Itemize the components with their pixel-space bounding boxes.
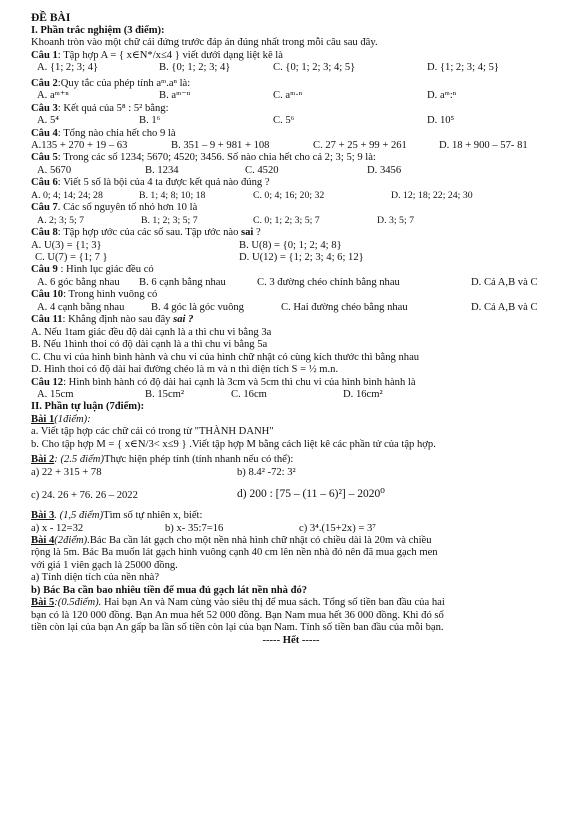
exam-page xyxy=(31,12,551,647)
option-b[interactable]: B. 4 góc là góc vuông xyxy=(151,301,244,313)
option-a[interactable]: A. Nếu 1tam giác đều độ dài cạnh là a thì chu vi bằng 3a xyxy=(31,326,272,338)
option-c[interactable]: C. 0; 1; 2; 3; 5; 7 xyxy=(253,214,320,226)
option-b[interactable]: B. 6 cạnh bằng nhau xyxy=(139,276,226,288)
question-3: Câu 3: Kết quả của 5⁸ : 5² bằng: xyxy=(31,102,169,114)
bai-3-b: b) x- 35:7=16 xyxy=(165,522,224,534)
option-c[interactable]: C. 4520 xyxy=(245,164,279,176)
option-a[interactable]: A. {1; 2; 3; 4} xyxy=(37,62,99,74)
option-a[interactable]: A. 6 góc bằng nhau xyxy=(37,276,120,288)
option-d[interactable]: D. U(12) = {1; 2; 3; 4; 6; 12} xyxy=(239,252,364,264)
question-6: Câu 6: Viết 5 số là bội của 4 ta được kết quả nào đúng ? xyxy=(31,177,270,189)
option-d[interactable]: D. 3; 5; 7 xyxy=(377,214,415,226)
option-b[interactable]: B. aᵐ⁻ⁿ xyxy=(159,90,191,102)
option-c[interactable]: C. 16cm xyxy=(231,388,267,400)
bai-1-b: b. Cho tập hợp M = { x∈N/3< x≤9 } .Viết tập hợp M bằng cách liệt kê các phần tử của tập hợp. xyxy=(31,438,436,450)
option-b[interactable]: B. 1; 2; 3; 5; 7 xyxy=(141,214,198,226)
option-d[interactable]: D. 16cm² xyxy=(343,388,383,400)
part2-heading: II. Phần tự luận (7điểm): xyxy=(31,401,145,413)
option-b[interactable]: B. Nếu 1hình thoi có độ dài cạnh là a thì chu vi bằng 5a xyxy=(31,339,268,351)
option-d[interactable]: D. 18 + 900 – 57- 81 xyxy=(439,140,528,152)
option-d[interactable]: D. Cả A,B và C xyxy=(471,301,538,313)
question-4-options xyxy=(31,140,551,152)
option-a[interactable]: A.135 + 270 + 19 – 63 xyxy=(31,140,128,152)
bai-1-a: a. Viết tập hợp các chữ cái có trong từ "THÀNH DANH" xyxy=(31,426,274,438)
question-12: Câu 12: Hình bình hành có độ dài hai cạnh là 3cm và 5cm thì chu vi của hình bình hành là xyxy=(31,376,416,388)
bai-5-line2: bạn có là 120 000 đồng. Bạn An mua hết 52 000 đồng. Bạn Nam mua hết 36 000 đồng. Khi đó số xyxy=(31,609,444,621)
option-c[interactable]: C. 3 đường chéo chính bằng nhau xyxy=(257,276,400,288)
question-1: Câu 1: Tập hợp A = { x∈N*/x≤4 } viết dưới dạng liệt kê là xyxy=(31,49,283,61)
question-8-options-row2 xyxy=(31,252,551,264)
bai-4-a: a) Tính diện tích của nền nhà? xyxy=(31,572,160,584)
option-a[interactable]: A. 4 cạnh bằng nhau xyxy=(37,301,125,313)
question-5-options xyxy=(31,165,551,177)
option-d[interactable]: D. Cả A,B và C xyxy=(471,276,538,288)
footer-end: ----- Hết ----- xyxy=(262,634,320,646)
option-d[interactable]: D. Hình thoi có độ dài hai đường chéo là m và n thì diện tích S = ½ m.n. xyxy=(31,364,339,376)
bai-5-line1: Bài 5:(0.5điểm). Hai bạn An và Nam cùng vào siêu thị để mua sách. Tổng số tiền ban đầu của hai xyxy=(31,597,445,609)
question-2: Câu 2:Quy tắc của phép tính aᵐ.aⁿ là: xyxy=(31,77,191,89)
option-c[interactable]: C. 0; 4; 16; 20; 32 xyxy=(253,189,325,201)
question-9-options xyxy=(31,277,551,289)
bai-2-b: b) 8.4² -72: 3² xyxy=(237,466,296,478)
option-a[interactable]: A. 15cm xyxy=(37,388,74,400)
question-7-options xyxy=(31,215,551,227)
bai-2-a: a) 22 + 315 + 78 xyxy=(31,466,102,478)
option-b[interactable]: B. 351 – 9 + 981 + 108 xyxy=(171,140,270,152)
part1-instruction: Khoanh tròn vào một chữ cái đứng trước đáp án đúng nhất trong mỗi câu sau đây. xyxy=(31,37,378,49)
option-a[interactable]: A. 5⁴ xyxy=(37,115,59,127)
bai-3-c: c) 3⁴.(15+2x) = 3⁷ xyxy=(299,522,376,534)
bai-4-line3: với giá 1 viên gạch là 25000 đồng. xyxy=(31,559,178,571)
option-a[interactable]: A. 5670 xyxy=(37,164,72,176)
bai-4-line1: Bài 4(2điểm).Bác Ba cần lát gạch cho một nền nhà hình chữ nhật có chiều dài là 20m và chiều xyxy=(31,535,432,546)
option-c[interactable]: C. aᵐ·ⁿ xyxy=(273,90,303,102)
bai-2-c: c) 24. 26 + 76. 26 – 2022 xyxy=(31,490,138,502)
question-1-options xyxy=(31,62,551,74)
exam-title: ĐỀ BÀI xyxy=(31,12,71,24)
option-a[interactable]: A. U(3) = {1; 3} xyxy=(31,239,102,251)
option-a[interactable]: A. 2; 3; 5; 7 xyxy=(37,214,85,226)
bai-2-row1 xyxy=(31,467,551,479)
bai-3-row xyxy=(31,523,551,535)
bai-1-heading: Bài 1(1điểm): xyxy=(31,413,91,425)
option-d[interactable]: D. 3456 xyxy=(367,164,402,176)
bai-2-d: d) 200 : [75 – (11 – 6)²] – 2020⁰ xyxy=(237,488,385,501)
question-12-options xyxy=(31,389,551,401)
option-d[interactable]: D. aᵐ:ⁿ xyxy=(427,90,457,102)
option-c[interactable]: C. 27 + 25 + 99 + 261 xyxy=(313,140,407,152)
question-8: Câu 8: Tập hợp ước của các số sau. Tập ước nào sai ? xyxy=(31,227,261,239)
option-a[interactable]: A. 0; 4; 14; 24; 28 xyxy=(31,189,103,201)
bai-4-b: b) Bác Ba cần bao nhiêu tiền để mua đủ gạch lát nền nhà đó? xyxy=(31,584,308,596)
option-b[interactable]: B. 1234 xyxy=(145,164,179,176)
part1-heading: I. Phần trắc nghiệm (3 điểm): xyxy=(31,25,165,36)
question-11: Câu 11: Khẳng định nào sau đây sai ? xyxy=(31,314,194,326)
option-d[interactable]: D. 10⁵ xyxy=(427,115,455,127)
question-9: Câu 9 : Hình lục giác đều có xyxy=(31,264,154,276)
bai-2-row2 xyxy=(31,487,551,503)
option-c[interactable]: C. Hai đường chéo bằng nhau xyxy=(281,301,408,313)
option-b[interactable]: B. {0; 1; 2; 3; 4} xyxy=(159,62,231,74)
bai-4-line2: rộng là 5m. Bác Ba muốn lát gạch hình vuông cạnh 40 cm lên nền nhà đó nên đã mua gạch men xyxy=(31,547,438,559)
question-2-options xyxy=(31,90,551,102)
option-d[interactable]: D. {1; 2; 3; 4; 5} xyxy=(427,62,499,74)
question-7: Câu 7. Các số nguyên tố nhỏ hơn 10 là xyxy=(31,202,198,214)
option-c[interactable]: C. {0; 1; 2; 3; 4; 5} xyxy=(273,62,356,74)
question-4: Câu 4: Tổng nào chia hết cho 9 là xyxy=(31,127,176,139)
option-c[interactable]: C. U(7) = {1; 7 } xyxy=(35,252,108,264)
option-c[interactable]: C. Chu vi của hình bình hành và chu vi của hình chữ nhật có cùng kích thước thì bằng nhau xyxy=(31,351,420,363)
option-b[interactable]: B. U(8) = {0; 1; 2; 4; 8} xyxy=(239,239,342,251)
option-b[interactable]: B. 1⁶ xyxy=(139,115,161,127)
question-3-options xyxy=(31,115,551,127)
bai-3-heading: Bài 3. (1,5 điểm)Tìm số tự nhiên x, biết: xyxy=(31,510,203,522)
question-8-options-row1 xyxy=(31,240,551,252)
option-b[interactable]: B. 1; 4; 8; 10; 18 xyxy=(139,189,206,201)
bai-3-a: a) x - 12=32 xyxy=(31,522,84,534)
option-c[interactable]: C. 5⁶ xyxy=(273,115,295,127)
question-10: Câu 10: Trong hình vuông có xyxy=(31,289,158,301)
bai-2-heading: Bài 2: (2.5 điểm)Thực hiện phép tính (tính nhanh nếu có thể): xyxy=(31,454,294,466)
question-5: Câu 5: Trong các số 1234; 5670; 4520; 3456. Số nào chia hết cho cả 2; 3; 5; 9 là: xyxy=(31,152,376,164)
bai-5-line3: tiền còn lại của bạn An gấp ba lần số tiền còn lại của bạn Nam. Tính số tiền ban đầu của mỗi bạn. xyxy=(31,622,444,634)
option-d[interactable]: D. 12; 18; 22; 24; 30 xyxy=(391,189,473,201)
option-b[interactable]: B. 15cm² xyxy=(145,388,185,400)
question-6-options xyxy=(31,190,551,202)
option-a[interactable]: A. aᵐ⁺ⁿ xyxy=(37,90,69,102)
question-10-options xyxy=(31,302,551,314)
